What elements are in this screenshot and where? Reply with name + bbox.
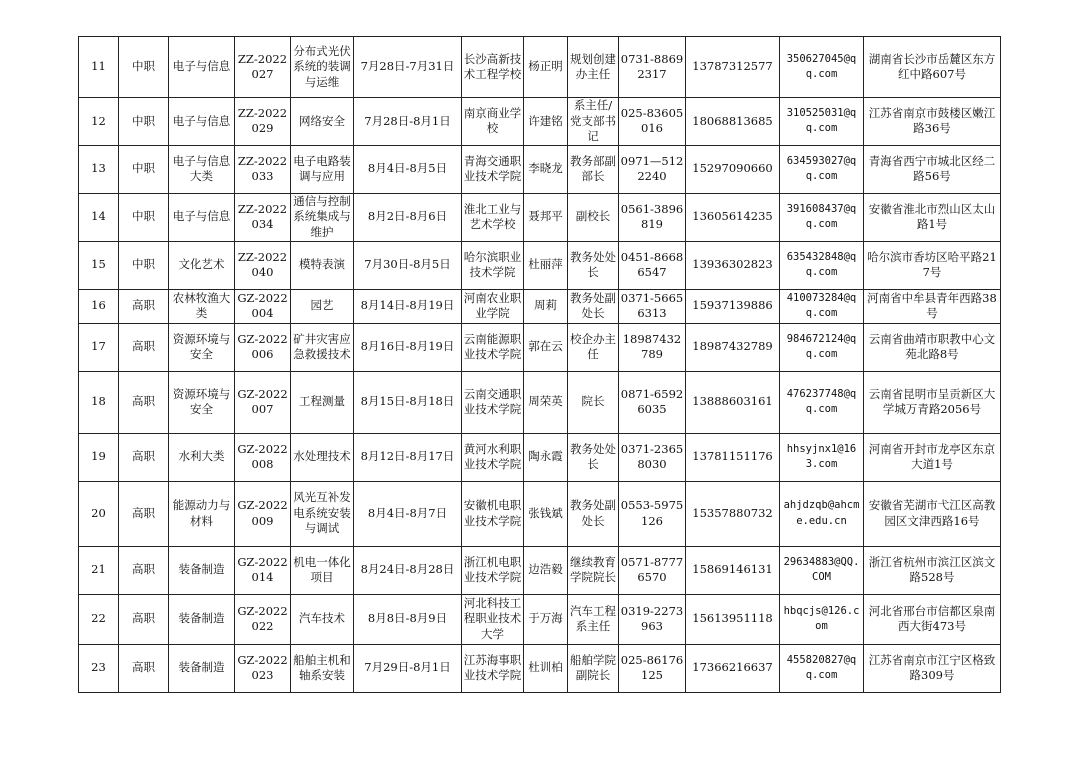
school-cell: 河北科技工程职业技术大学	[462, 594, 524, 644]
school-cell: 南京商业学校	[462, 98, 524, 146]
table-row	[79, 193, 1001, 241]
school-cell: 河南农业职业学院	[462, 289, 524, 323]
email-cell: 455820827@qq.com	[780, 644, 864, 692]
row-number: 15	[79, 241, 119, 289]
phone-cell: 0971—5122240	[619, 145, 686, 193]
row-number: 18	[79, 371, 119, 433]
event-cell: 园艺	[291, 289, 354, 323]
level-cell: 高职	[119, 289, 169, 323]
school-cell: 哈尔滨职业技术学院	[462, 241, 524, 289]
level-cell: 中职	[119, 241, 169, 289]
table-row	[79, 98, 1001, 146]
position-cell: 校企办主任	[568, 323, 619, 371]
email-cell: 350627045@qq.com	[780, 37, 864, 98]
row-number: 23	[79, 644, 119, 692]
event-cell: 矿井灾害应急救援技术	[291, 323, 354, 371]
contact-cell: 张钱斌	[524, 481, 568, 546]
mobile-cell: 15297090660	[686, 145, 780, 193]
row-number: 13	[79, 145, 119, 193]
code-cell: ZZ-2022040	[235, 241, 291, 289]
table-row	[79, 37, 1001, 98]
row-number: 12	[79, 98, 119, 146]
level-cell: 中职	[119, 193, 169, 241]
dates-cell: 8月16日-8月19日	[354, 323, 462, 371]
dates-cell: 8月4日-8月5日	[354, 145, 462, 193]
school-cell: 浙江机电职业技术学院	[462, 546, 524, 594]
email-cell: 476237748@qq.com	[780, 371, 864, 433]
address-cell: 云南省昆明市呈贡新区大学城万青路2056号	[864, 371, 1001, 433]
address-cell: 湖南省长沙市岳麓区东方红中路607号	[864, 37, 1001, 98]
school-cell: 江苏海事职业技术学院	[462, 644, 524, 692]
contact-cell: 周荣英	[524, 371, 568, 433]
competition-contact-table	[78, 36, 1001, 693]
category-cell: 装备制造	[169, 644, 235, 692]
code-cell: GZ-2022023	[235, 644, 291, 692]
row-number: 20	[79, 481, 119, 546]
email-cell: 310525031@qq.com	[780, 98, 864, 146]
dates-cell: 8月15日-8月18日	[354, 371, 462, 433]
mobile-cell: 13936302823	[686, 241, 780, 289]
event-cell: 分布式光伏系统的装调与运维	[291, 37, 354, 98]
level-cell: 高职	[119, 594, 169, 644]
table-row	[79, 289, 1001, 323]
address-cell: 青海省西宁市城北区经二路56号	[864, 145, 1001, 193]
phone-cell: 025-83605016	[619, 98, 686, 146]
dates-cell: 8月24日-8月28日	[354, 546, 462, 594]
row-number: 21	[79, 546, 119, 594]
phone-cell: 0871-65926035	[619, 371, 686, 433]
mobile-cell: 13888603161	[686, 371, 780, 433]
code-cell: ZZ-2022033	[235, 145, 291, 193]
row-number: 16	[79, 289, 119, 323]
position-cell: 教务处处长	[568, 433, 619, 481]
address-cell: 浙江省杭州市滨江区滨文路528号	[864, 546, 1001, 594]
code-cell: ZZ-2022027	[235, 37, 291, 98]
contact-cell: 杨正明	[524, 37, 568, 98]
phone-cell: 18987432789	[619, 323, 686, 371]
category-cell: 电子与信息	[169, 98, 235, 146]
code-cell: GZ-2022022	[235, 594, 291, 644]
dates-cell: 8月8日-8月9日	[354, 594, 462, 644]
mobile-cell: 15357880732	[686, 481, 780, 546]
phone-cell: 025-86176125	[619, 644, 686, 692]
address-cell: 江苏省南京市鼓楼区嫩江路36号	[864, 98, 1001, 146]
email-cell: 635432848@qq.com	[780, 241, 864, 289]
category-cell: 农林牧渔大类	[169, 289, 235, 323]
category-cell: 资源环境与安全	[169, 323, 235, 371]
position-cell: 船舶学院副院长	[568, 644, 619, 692]
email-cell: 29634883@QQ.COM	[780, 546, 864, 594]
address-cell: 江苏省南京市江宁区格致路309号	[864, 644, 1001, 692]
mobile-cell: 15869146131	[686, 546, 780, 594]
event-cell: 机电一体化项目	[291, 546, 354, 594]
table-row	[79, 546, 1001, 594]
level-cell: 高职	[119, 481, 169, 546]
school-cell: 青海交通职业技术学院	[462, 145, 524, 193]
position-cell: 继续教育学院院长	[568, 546, 619, 594]
row-number: 11	[79, 37, 119, 98]
contact-cell: 李晓龙	[524, 145, 568, 193]
code-cell: GZ-2022008	[235, 433, 291, 481]
contact-cell: 杜丽萍	[524, 241, 568, 289]
email-cell: hbqcjs@126.com	[780, 594, 864, 644]
position-cell: 规划创建办主任	[568, 37, 619, 98]
row-number: 14	[79, 193, 119, 241]
dates-cell: 8月2日-8月6日	[354, 193, 462, 241]
school-cell: 黄河水利职业技术学院	[462, 433, 524, 481]
row-number: 22	[79, 594, 119, 644]
event-cell: 网络安全	[291, 98, 354, 146]
event-cell: 电子电路装调与应用	[291, 145, 354, 193]
mobile-cell: 13781151176	[686, 433, 780, 481]
mobile-cell: 15613951118	[686, 594, 780, 644]
code-cell: ZZ-2022029	[235, 98, 291, 146]
contact-cell: 聂邦平	[524, 193, 568, 241]
table-row	[79, 481, 1001, 546]
code-cell: GZ-2022007	[235, 371, 291, 433]
category-cell: 装备制造	[169, 594, 235, 644]
table-row	[79, 323, 1001, 371]
position-cell: 院长	[568, 371, 619, 433]
dates-cell: 8月12日-8月17日	[354, 433, 462, 481]
position-cell: 教务处处长	[568, 241, 619, 289]
category-cell: 水利大类	[169, 433, 235, 481]
contact-cell: 陶永霞	[524, 433, 568, 481]
category-cell: 文化艺术	[169, 241, 235, 289]
address-cell: 河南省中牟县青年西路38号	[864, 289, 1001, 323]
position-cell: 系主任/党支部书记	[568, 98, 619, 146]
phone-cell: 0571-87776570	[619, 546, 686, 594]
dates-cell: 7月29日-8月1日	[354, 644, 462, 692]
event-cell: 模特表演	[291, 241, 354, 289]
table-row	[79, 371, 1001, 433]
dates-cell: 8月14日-8月19日	[354, 289, 462, 323]
event-cell: 通信与控制系统集成与维护	[291, 193, 354, 241]
school-cell: 云南能源职业技术学院	[462, 323, 524, 371]
position-cell: 副校长	[568, 193, 619, 241]
code-cell: GZ-2022004	[235, 289, 291, 323]
code-cell: GZ-2022014	[235, 546, 291, 594]
contact-cell: 边浩毅	[524, 546, 568, 594]
address-cell: 哈尔滨市香坊区哈平路217号	[864, 241, 1001, 289]
phone-cell: 0451-86686547	[619, 241, 686, 289]
mobile-cell: 15937139886	[686, 289, 780, 323]
level-cell: 中职	[119, 145, 169, 193]
level-cell: 中职	[119, 98, 169, 146]
event-cell: 风光互补发电系统安装与调试	[291, 481, 354, 546]
position-cell: 教务处副处长	[568, 481, 619, 546]
level-cell: 高职	[119, 546, 169, 594]
table-row	[79, 241, 1001, 289]
category-cell: 电子与信息	[169, 37, 235, 98]
table-row	[79, 594, 1001, 644]
email-cell: 984672124@qq.com	[780, 323, 864, 371]
code-cell: GZ-2022006	[235, 323, 291, 371]
mobile-cell: 13605614235	[686, 193, 780, 241]
phone-cell: 0561-3896819	[619, 193, 686, 241]
category-cell: 能源动力与材料	[169, 481, 235, 546]
address-cell: 安徽省淮北市烈山区太山路1号	[864, 193, 1001, 241]
mobile-cell: 18987432789	[686, 323, 780, 371]
dates-cell: 8月4日-8月7日	[354, 481, 462, 546]
email-cell: 410073284@qq.com	[780, 289, 864, 323]
phone-cell: 0731-88692317	[619, 37, 686, 98]
phone-cell: 0553-5975126	[619, 481, 686, 546]
level-cell: 高职	[119, 433, 169, 481]
address-cell: 云南省曲靖市职教中心文苑北路8号	[864, 323, 1001, 371]
dates-cell: 7月30日-8月5日	[354, 241, 462, 289]
contact-cell: 于万海	[524, 594, 568, 644]
level-cell: 高职	[119, 644, 169, 692]
contact-cell: 许建铭	[524, 98, 568, 146]
school-cell: 云南交通职业技术学院	[462, 371, 524, 433]
category-cell: 装备制造	[169, 546, 235, 594]
email-cell: ahjdzqb@ahcme.edu.cn	[780, 481, 864, 546]
contact-table-page	[78, 36, 1001, 693]
phone-cell: 0371-23658030	[619, 433, 686, 481]
email-cell: hhsyjnx1@163.com	[780, 433, 864, 481]
event-cell: 汽车技术	[291, 594, 354, 644]
row-number: 17	[79, 323, 119, 371]
contact-cell: 郭在云	[524, 323, 568, 371]
position-cell: 汽车工程系主任	[568, 594, 619, 644]
level-cell: 高职	[119, 323, 169, 371]
address-cell: 安徽省芜湖市弋江区高教园区文津西路16号	[864, 481, 1001, 546]
category-cell: 电子与信息	[169, 193, 235, 241]
event-cell: 船舶主机和轴系安装	[291, 644, 354, 692]
address-cell: 河北省邢台市信都区泉南西大街473号	[864, 594, 1001, 644]
level-cell: 中职	[119, 37, 169, 98]
mobile-cell: 17366216637	[686, 644, 780, 692]
school-cell: 长沙高新技术工程学校	[462, 37, 524, 98]
contact-cell: 杜训柏	[524, 644, 568, 692]
contact-cell: 周莉	[524, 289, 568, 323]
position-cell: 教务处副处长	[568, 289, 619, 323]
phone-cell: 0319-2273963	[619, 594, 686, 644]
position-cell: 教务部副部长	[568, 145, 619, 193]
mobile-cell: 13787312577	[686, 37, 780, 98]
dates-cell: 7月28日-8月1日	[354, 98, 462, 146]
email-cell: 634593027@qq.com	[780, 145, 864, 193]
level-cell: 高职	[119, 371, 169, 433]
table-body	[79, 37, 1001, 693]
category-cell: 资源环境与安全	[169, 371, 235, 433]
table-row	[79, 644, 1001, 692]
table-row	[79, 433, 1001, 481]
category-cell: 电子与信息大类	[169, 145, 235, 193]
row-number: 19	[79, 433, 119, 481]
code-cell: ZZ-2022034	[235, 193, 291, 241]
address-cell: 河南省开封市龙亭区东京大道1号	[864, 433, 1001, 481]
code-cell: GZ-2022009	[235, 481, 291, 546]
school-cell: 安徽机电职业技术学院	[462, 481, 524, 546]
school-cell: 淮北工业与艺术学校	[462, 193, 524, 241]
table-row	[79, 145, 1001, 193]
phone-cell: 0371-56656313	[619, 289, 686, 323]
mobile-cell: 18068813685	[686, 98, 780, 146]
event-cell: 工程测量	[291, 371, 354, 433]
dates-cell: 7月28日-7月31日	[354, 37, 462, 98]
email-cell: 391608437@qq.com	[780, 193, 864, 241]
event-cell: 水处理技术	[291, 433, 354, 481]
